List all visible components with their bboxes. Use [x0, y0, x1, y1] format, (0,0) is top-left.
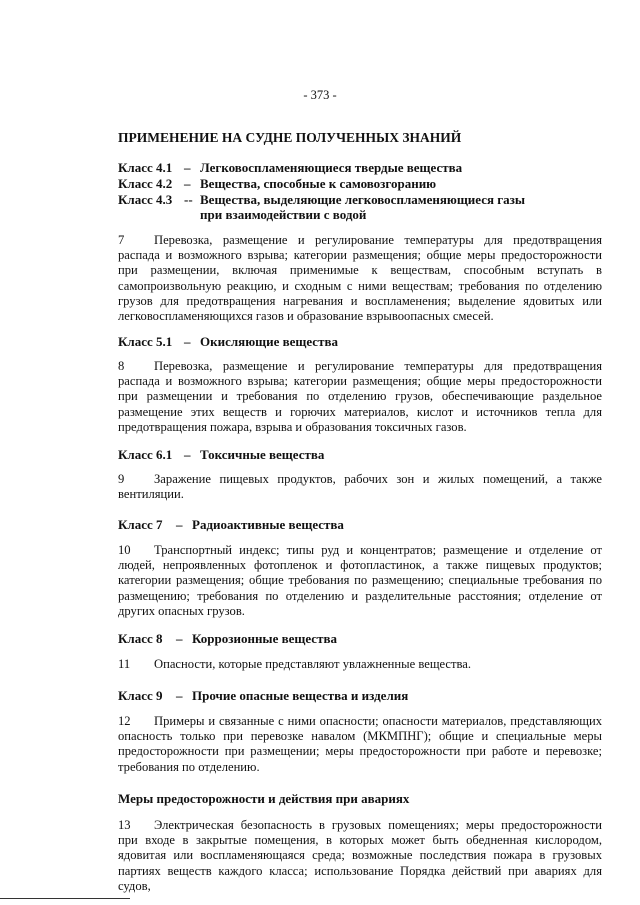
- paragraph-10: [118, 543, 602, 619]
- class-name: Радиоактивные вещества: [192, 517, 344, 532]
- class-name: Вещества, выделяющие легковоспламеняющиеся газы: [200, 192, 526, 207]
- class-code: Класс 9: [118, 688, 163, 703]
- class-code: Класс 7: [118, 517, 163, 532]
- class-name: Вещества, способные к самовозгоранию: [200, 176, 437, 191]
- class-7-heading: [118, 517, 344, 533]
- paragraph-number: 10: [118, 543, 131, 557]
- class-dash: –: [176, 688, 183, 703]
- paragraph-text: Перевозка, размещение и регулирование температуры для предотвращения распада и возможного взрыва; категории размещения; общие меры предосторожности при размещении, включая применимые к веществам, способным вступать в самопроизвольную реакцию, и сходным с ними веществам; требования по отделению грузов для предотвращения нагревания и воспламенения; выделение ядовитых или легковоспламеняющихся газов и образование взрывоопасных смесей.: [118, 233, 602, 324]
- class-name: Коррозионные вещества: [192, 631, 337, 646]
- paragraph-7: [118, 233, 602, 324]
- paragraph-text: Заражение пищевых продуктов, рабочих зон и жилых помещений, а также вентиляции.: [118, 472, 602, 502]
- class-dash: –: [184, 447, 191, 462]
- class-code: Класс 5.1: [118, 334, 173, 349]
- footer-rule: [0, 898, 130, 899]
- class-code: Класс 4.3: [118, 192, 173, 207]
- class-name: Прочие опасные вещества и изделия: [192, 688, 409, 703]
- class-dash: –: [176, 517, 183, 532]
- class-dash: –: [184, 334, 191, 349]
- class-dash: –: [184, 160, 191, 175]
- paragraph-number: 7: [118, 233, 125, 247]
- class-code: Класс 6.1: [118, 447, 173, 462]
- class-6-1-heading: [118, 447, 324, 463]
- class-name: Токсичные вещества: [200, 447, 325, 462]
- paragraph-number: 8: [118, 359, 125, 373]
- class-dash: --: [184, 192, 193, 207]
- class-code: Класс 4.2: [118, 176, 173, 191]
- class-code: Класс 8: [118, 631, 163, 646]
- paragraph-text: Примеры и связанные с ними опасности; опасности материалов, представляющих опасность только при перевозке навалом (МКМПНГ); общие и специальные меры предосторожности при размещении; меры предосторожности при работе и перевозке; требования по отделению.: [118, 714, 602, 774]
- paragraph-text: Транспортный индекс; типы руд и концентратов; размещение и отделение от людей, непроявленных фотопленок и фотопластинок, а также пищевых продуктов; категории размещения; общие требования по размещению; специальные требования по размещению; требования по отделению и разделительные расстояния; отделение от других опасных грузов.: [118, 543, 602, 618]
- paragraph-text: Опасности, которые представляют увлажненные вещества.: [154, 657, 472, 671]
- section-heading-emergency: Меры предосторожности и действия при авариях: [118, 791, 410, 806]
- paragraph-text: Электрическая безопасность в грузовых помещениях; меры предосторожности при входе в закрытые помещения, в которых может быть обедненная кислородом, ядовитая или воспламеняющаяся среда; возможные последствия пожара в грузовых партиях веществ каждого класса; использование Порядка действий при авариях для судов,: [118, 818, 602, 893]
- paragraph-13: [118, 818, 602, 894]
- class-4-1-heading: [118, 160, 462, 176]
- paragraph-text: Перевозка, размещение и регулирование температуры для предотвращения распада и возможного взрыва; категории размещения; общие меры предосторожности при размещении и требования по отделению грузов, обеспечивающие раздельное размещение этих веществ и горючих материалов, кислот и источников тепла для предотвращения пожара, взрыва и образования токсичных газов.: [118, 359, 602, 434]
- paragraph-11: [118, 657, 602, 672]
- class-5-1-heading: [118, 334, 338, 350]
- class-4-2-heading: [118, 176, 436, 192]
- class-4-3-heading: [118, 192, 525, 208]
- page-number: - 373 -: [303, 88, 337, 102]
- paragraph-number: 12: [118, 714, 131, 728]
- paragraph-number: 13: [118, 818, 131, 832]
- paragraph-8: [118, 359, 602, 435]
- class-9-heading: [118, 688, 408, 704]
- paragraph-9: [118, 472, 602, 502]
- paragraph-number: 9: [118, 472, 125, 486]
- class-name: Окисляющие вещества: [200, 334, 338, 349]
- class-4-3-heading-line2: при взаимодействии с водой: [200, 207, 367, 222]
- class-dash: –: [176, 631, 183, 646]
- class-dash: –: [184, 176, 191, 191]
- class-code: Класс 4.1: [118, 160, 173, 175]
- paragraph-12: [118, 714, 602, 775]
- class-name: Легковоспламеняющиеся твердые вещества: [200, 160, 463, 175]
- paragraph-number: 11: [118, 657, 131, 671]
- class-8-heading: [118, 631, 337, 647]
- page-title: ПРИМЕНЕНИЕ НА СУДНЕ ПОЛУЧЕННЫХ ЗНАНИЙ: [118, 130, 462, 145]
